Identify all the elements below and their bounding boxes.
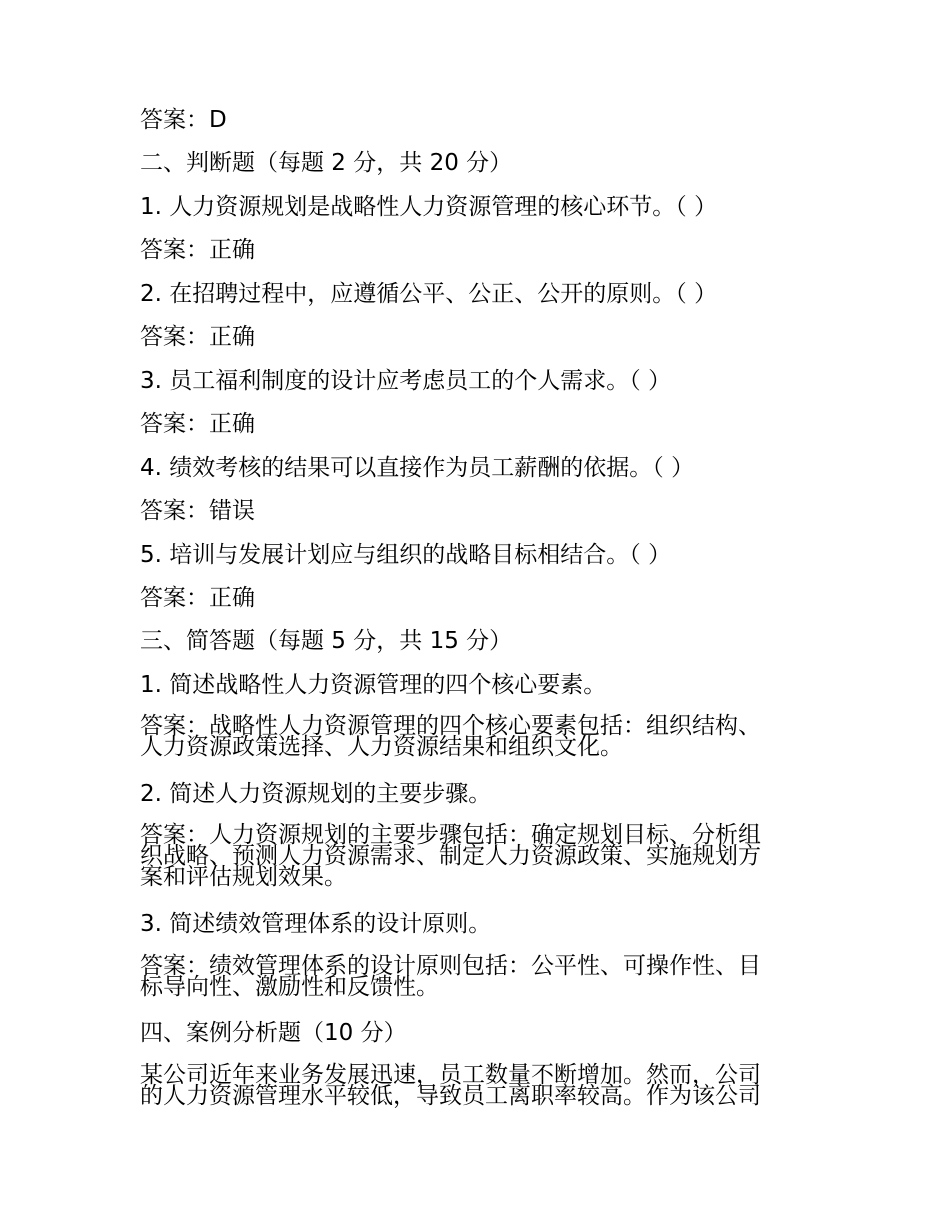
section-title-case-analysis: 四、案例分析题（10 分） (140, 1020, 407, 1046)
sa-answer-2-line-3: 案和评估规划效果。 (140, 864, 347, 890)
sa-question-3: 3. 简述绩效管理体系的设计原则。 (140, 911, 492, 937)
sa-answer-1 (140, 713, 810, 760)
sa-answer-2-line-1: 答案：人力资源规划的主要步骤包括：确定规划目标、分析组 (140, 822, 761, 848)
tf-question-2: 2. 在招聘过程中，应遵循公平、公正、公开的原则。（ ） (140, 281, 718, 307)
tf-question-3: 3. 员工福利制度的设计应考虑员工的个人需求。（ ） (140, 368, 672, 394)
sa-answer-1-line-1: 答案：战略性人力资源管理的四个核心要素包括：组织结构、 (140, 713, 761, 739)
section-title-short-answer: 三、简答题（每题 5 分，共 15 分） (140, 628, 513, 654)
sa-question-2: 2. 简述人力资源规划的主要步骤。 (140, 781, 492, 807)
sa-answer-3-line-1: 答案：绩效管理体系的设计原则包括：公平性、可操作性、目 (140, 953, 761, 979)
case-text-line-2: 的人力资源管理水平较低，导致员工离职率较高。作为该公司 (140, 1083, 761, 1109)
sa-answer-3 (140, 953, 810, 1000)
tf-question-1: 1. 人力资源规划是战略性人力资源管理的核心环节。（ ） (140, 194, 718, 220)
case-text-line-1: 某公司近年来业务发展迅速，员工数量不断增加。然而，公司 (140, 1062, 761, 1088)
tf-answer-4: 答案：错误 (140, 498, 255, 524)
tf-answer-3: 答案：正确 (140, 411, 255, 437)
tf-answer-1: 答案：正确 (140, 237, 255, 263)
tf-question-4: 4. 绩效考核的结果可以直接作为员工薪酬的依据。（ ） (140, 455, 695, 481)
sa-answer-3-line-2: 标导向性、激励性和反馈性。 (140, 974, 439, 1000)
sa-answer-2 (140, 822, 810, 890)
case-text (140, 1062, 810, 1109)
tf-question-5: 5. 培训与发展计划应与组织的战略目标相结合。（ ） (140, 542, 672, 568)
tf-answer-2: 答案：正确 (140, 324, 255, 350)
section-title-true-false: 二、判断题（每题 2 分，共 20 分） (140, 150, 513, 176)
sa-answer-1-line-2: 人力资源政策选择、人力资源结果和组织文化。 (140, 734, 623, 760)
tf-answer-5: 答案：正确 (140, 585, 255, 611)
prev-answer: 答案：D (140, 107, 227, 133)
sa-question-1: 1. 简述战略性人力资源管理的四个核心要素。 (140, 672, 607, 698)
sa-answer-2-line-2: 织战略、预测人力资源需求、制定人力资源政策、实施规划方 (140, 843, 761, 869)
